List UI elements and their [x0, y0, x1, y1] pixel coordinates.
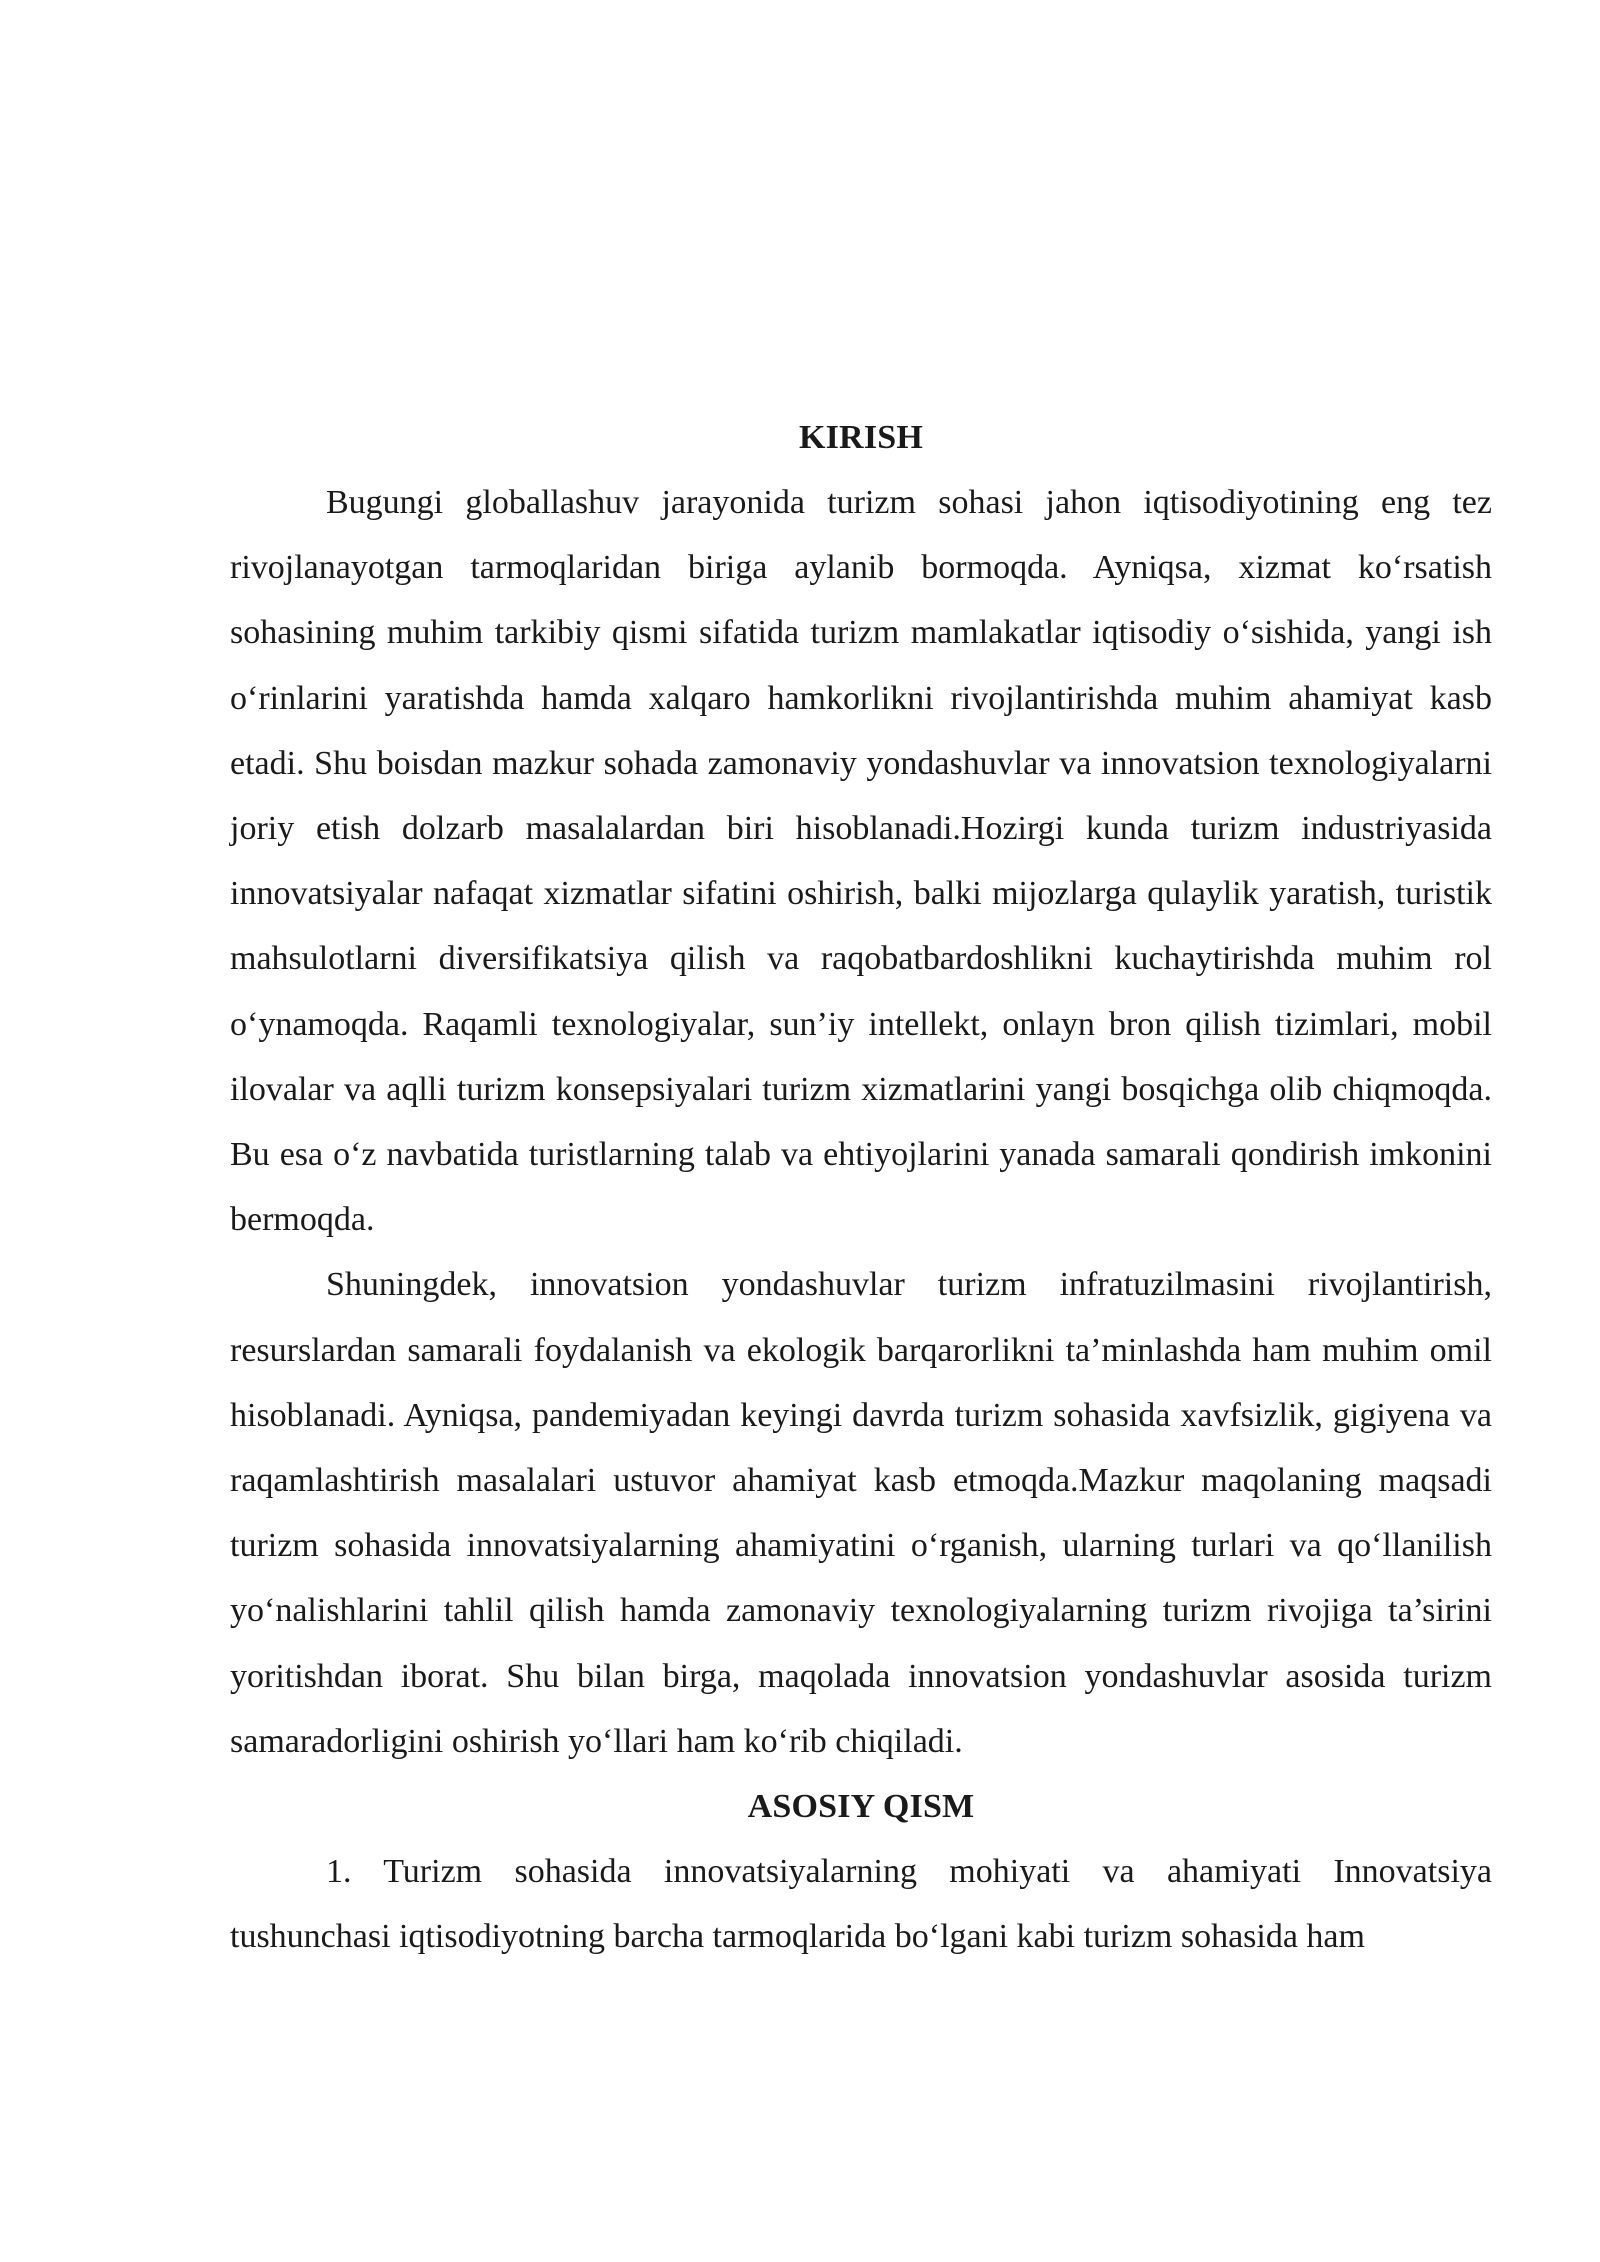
main-paragraph-1: 1. Turizm sohasida innovatsiyalarning mohiyati va ahamiyati Innovatsiya tushunchasi iqtisodiyotning barcha tarmoqlarida bo‘lgani kabi turizm sohasida ham: [230, 1853, 1492, 1956]
intro-paragraph-2: Shuningdek, innovatsion yondashuvlar turizm infratuzilmasini rivojlantirish, resurslardan samarali foydalanish va ekologik barqarorlikni ta’minlashda ham muhim omil hisoblanadi. Ayniqsa, pandemiyadan keyingi davrda turizm sohasida xavfsizlik, gigiyena va raqamlashtirish masalalari ustuvor ahamiyat kasb etmoqda.Mazkur maqolaning maqsadi turizm sohasida innovatsiyalarning ahamiyatini o‘rganish, ularning turlari va qo‘llanilish yo‘nalishlarini tahlil qilish hamda zamonaviy texnologiyalarning turizm rivojiga ta’sirini yoritishdan iborat. Shu bilan birga, maqolada innovatsion yondashuvlar asosida turizm samaradorligini oshirish yo‘llari ham ko‘rib chiqiladi.: [230, 1266, 1492, 1760]
intro-paragraph-1: Bugungi globallashuv jarayonida turizm sohasi jahon iqtisodiyotining eng tez rivojlanayotgan tarmoqlaridan biriga aylanib bormoqda. Ayniqsa, xizmat ko‘rsatish sohasining muhim tarkibiy qismi sifatida turizm mamlakatlar iqtisodiy o‘sishida, yangi ish o‘rinlarini yaratishda hamda xalqaro hamkorlikni rivojlantirishda muhim ahamiyat kasb etadi. Shu boisdan mazkur sohada zamonaviy yondashuvlar va innovatsion texnologiyalarni joriy etish dolzarb masalalardan biri hisoblanadi.Hozirgi kunda turizm industriyasida innovatsiyalar nafaqat xizmatlar sifatini oshirish, balki mijozlarga qulaylik yaratish, turistik mahsulotlarni diversifikatsiya qilish va raqobatbardoshlikni kuchaytirishda muhim rol o‘ynamoqda. Raqamli texnologiyalar, sun’iy intellekt, onlayn bron qilish tizimlari, mobil ilovalar va aqlli turizm konsepsiyalari turizm xizmatlarini yangi bosqichga olib chiqmoqda. Bu esa o‘z navbatida turistlarning talab va ehtiyojlarini yanada samarali qondirish imkonini bermoqda.: [230, 484, 1492, 1239]
intro-heading: KIRISH: [798, 419, 924, 456]
main-heading: ASOSIY QISM: [747, 1788, 975, 1826]
document-page: [230, 405, 1492, 1969]
